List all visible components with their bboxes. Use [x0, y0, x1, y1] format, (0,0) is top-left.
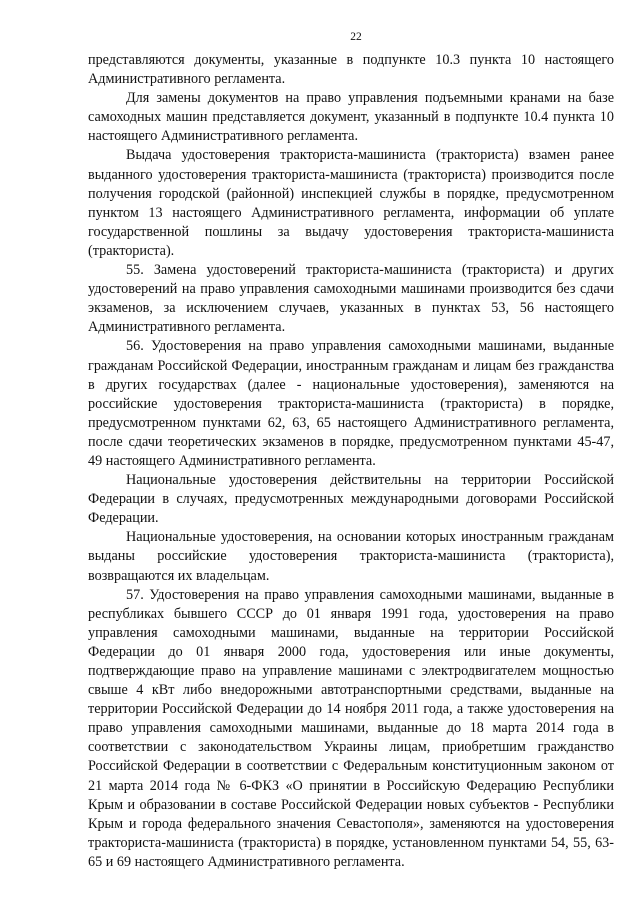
- paragraph-55: 55. Замена удостоверений тракториста-машиниста (тракториста) и других удостоверений на право управления самоходными машинами производится без сдачи экзаменов, за исключением случаев, указанных в пунктах 53, 56 настоящего Административного регламента.: [88, 262, 614, 336]
- paragraph-national-valid: Национальные удостоверения действительны на территории Российской Федерации в случаях, предусмотренных международными договорами Российской Федерации.: [88, 472, 614, 527]
- paragraph-national-returned: Национальные удостоверения, на основании которых иностранным гражданам выданы российские удостоверения тракториста-машиниста (тракториста), возвращаются их владельцам.: [88, 529, 614, 584]
- paragraph-57: 57. Удостоверения на право управления самоходными машинами, выданные в республиках бывшего СССР до 01 января 1991 года, удостоверения на право управления самоходными машинами, выданные на территории Российской Федерации до 01 января 2000 года, удостоверения или иные документы, подтверждающие право на управление машинами с электродвигателем мощностью свыше 4 кВт либо внедорожными автотранспортными средствами, выданные на территории Российской Федерации до 14 ноября 2011 года, а также удостоверения на право управления самоходными машинами, выданные до 18 марта 2014 года в соответствии с законодательством Украины лицам, приобретшим гражданство Российской Федерации в соответствии с Федеральным конституционным законом от 21 марта 2014 года № 6-ФКЗ «О принятии в Российскую Федерацию Республики Крым и образовании в составе Российской Федерации новых субъектов - Республики Крым и города федерального значения Севастополя», заменяются на удостоверения тракториста-машиниста (тракториста) в порядке, установленном пунктами 54, 55, 63-65 и 69 настоящего Административного регламента.: [88, 586, 614, 870]
- paragraph-issue-replacement: Выдача удостоверения тракториста-машиниста (тракториста) взамен ранее выданного удостоверения тракториста-машиниста (тракториста) производится после получения городской (районной) инспекцией службы в порядке, предусмотренном пунктом 13 настоящего Административного регламента, информации об уплате государственной пошлины за выдачу удостоверения тракториста-машиниста (тракториста).: [88, 147, 614, 259]
- paragraph-continuation: представляются документы, указанные в подпункте 10.3 пункта 10 настоящего Административного регламента.: [88, 52, 614, 88]
- paragraph-crane-documents: Для замены документов на право управления подъемными кранами на базе самоходных машин представляется документ, указанный в подпункте 10.4 пункта 10 настоящего Административного регламента.: [88, 90, 614, 145]
- page-number: 22: [350, 31, 362, 43]
- paragraph-56: 56. Удостоверения на право управления самоходными машинами, выданные гражданам Российской Федерации, иностранным гражданам и лицам без гражданства в других государствах (далее - национальные удостоверения), заменяются на российские удостоверения тракториста-машиниста (тракториста) в порядке, предусмотренном пунктами 62, 63, 65 настоящего Административного регламента, после сдачи теоретических экзаменов в порядке, предусмотренном пунктами 45-47, 49 настоящего Административного регламента.: [88, 338, 614, 469]
